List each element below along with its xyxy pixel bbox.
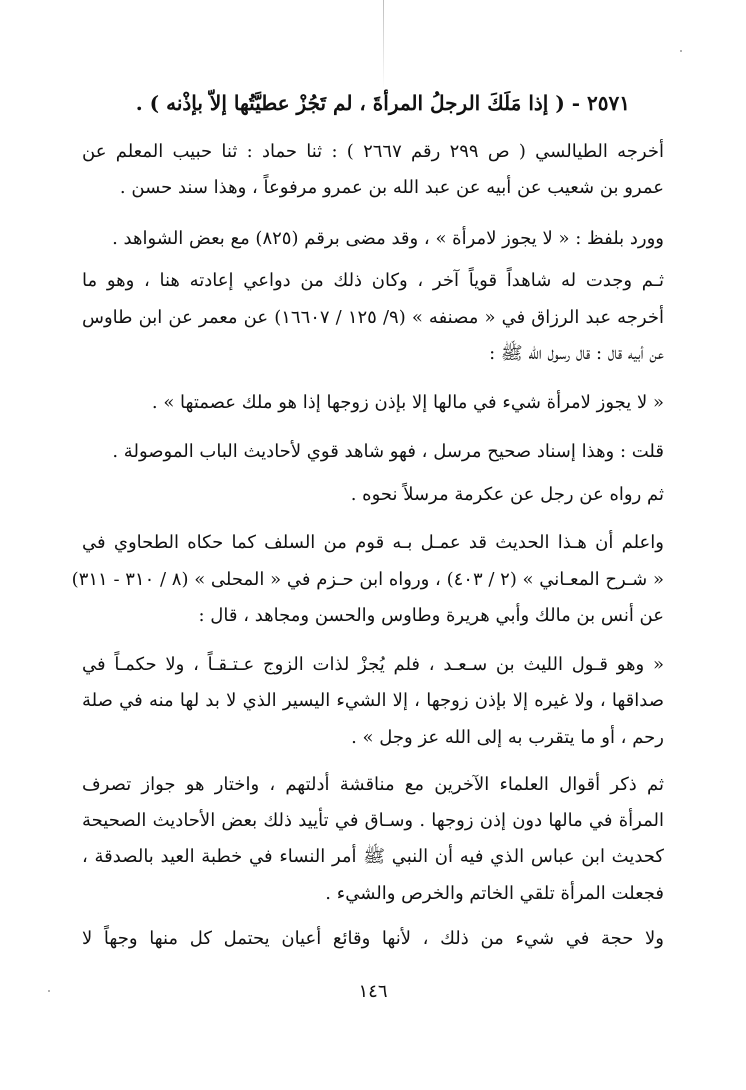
page-number: ١٤٦	[358, 981, 388, 1002]
text-line: وورد بلفظ : « لا يجوز لامرأة » ، وقد مضى برقم (٨٢٥) مع بعض الشواهد .	[112, 228, 664, 249]
text-line: المرأة في مالها دون إذن زوجها . وسـاق في تأييد ذلك بعض الأحاديث الصحيحة	[82, 810, 664, 831]
text-line: عن أبيه قال : قال رسول الله ﷺ :	[489, 343, 664, 364]
page-crease	[383, 0, 384, 90]
text-line: صداقها ، ولا غيره إلا بإذن زوجها ، إلا الشيء اليسير الذي لا بد لها منه في صلة	[82, 690, 664, 711]
text-line: رحم ، أو ما يتقرب به إلى الله عز وجل » .	[351, 727, 664, 748]
text-line: « لا يجوز لامرأة شيء في مالها إلا بإذن زوجها إذا هو ملك عصمتها » .	[151, 392, 664, 413]
text-line: واعلم أن هـذا الحديث قد عمـل بـه قوم من السلف كما حكاه الطحاوي في	[82, 532, 664, 553]
text-line: أخرجه الطيالسي ( ص ٢٩٩ رقم ٢٦٦٧ ) : ثنا حماد : ثنا حبيب المعلم عن	[82, 141, 664, 162]
text-line: عن أنس بن مالك وأبي هريرة وطاوس والحسن ومجاهد ، قال :	[198, 605, 664, 626]
text-line: « وهو قـول الليث بن سـعـد ، فلم يُجزْ لذات الزوج عـتـقـاً ، ولا حكمـاً في	[82, 654, 664, 675]
scan-speck	[680, 50, 682, 52]
text-line: ثـم وجدت له شاهداً قوياً آخر ، وكان ذلك من دواعي إعادته هنا ، وهو ما	[82, 270, 664, 291]
text-line: عمرو بن شعيب عن أبيه عن عبد الله بن عمرو مرفوعاً ، وهذا سند حسن .	[119, 177, 664, 198]
text-line: قلت : وهذا إسناد صحيح مرسل ، فهو شاهد قوي لأحاديث الباب الموصولة .	[112, 441, 664, 462]
text-line: ولا حجة في شيء من ذلك ، لأنها وقائع أعيان يحتمل كل منها وجهاً لا	[82, 928, 664, 949]
text-line: كحديث ابن عباس الذي فيه أن النبي ﷺ أمر النساء في خطبة العيد بالصدقة ،	[82, 846, 664, 867]
text-line: أخرجه عبد الرزاق في « مصنفه » (٩/ ١٢٥ / ١٦٦٠٧) عن معمر عن ابن طاوس	[82, 307, 664, 328]
hadith-heading: ٢٥٧١ - ( إذا مَلَكَ الرجلُ المرأةَ ، لم تَجُزْ عطيَّتُها إلاّ بإذْنه ) .	[135, 91, 630, 115]
text-line: ثم ذكر أقوال العلماء الآخرين مع مناقشة أدلتهم ، واختار هو جواز تصرف	[82, 774, 664, 795]
text-line: فجعلت المرأة تلقي الخاتم والخرص والشيء .	[325, 883, 664, 904]
text-line: ثم رواه عن رجل عن عكرمة مرسلاً نحوه .	[350, 484, 664, 505]
text-line: « شـرح المعـاني » (٢ / ٤٠٣) ، ورواه ابن حـزم في « المحلى » (٨ / ٣١٠ - ٣١١)	[71, 569, 664, 590]
